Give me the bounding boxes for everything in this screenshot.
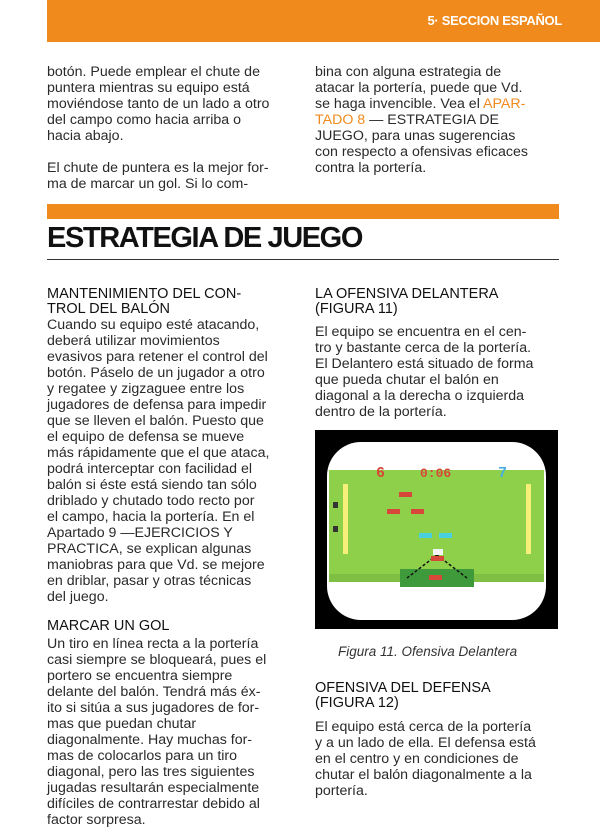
- subheading: MARCAR UN GOL: [47, 618, 170, 634]
- subheading: OFENSIVA DEL DEFENSA (FIGURA 12): [315, 680, 491, 711]
- paragraph-forward: El equipo se encuentra en el cen- tro y bastante cerca de la portería. El Delantero está situado de forma que pueda chutar el balón en diagonal a la derecha o izquierda dentro de la portería.: [315, 324, 534, 420]
- text-line: atacar la portería, puede que Vd.: [315, 80, 523, 96]
- text-line: ma de marcar un gol. Si lo com-: [47, 176, 249, 192]
- right-column-bottom: [315, 681, 565, 799]
- red-player: [411, 509, 424, 514]
- left-column: [47, 287, 297, 828]
- text-line: con respecto a ofensivas eficaces: [315, 144, 528, 160]
- figure-caption: Figura 11. Ofensiva Delantera: [338, 644, 518, 659]
- text-line: TADO 8 — ESTRATEGIA DE: [315, 112, 499, 128]
- red-player: [399, 492, 412, 497]
- score-left: 6: [376, 465, 386, 482]
- top-right-paragraph: [315, 64, 565, 176]
- text-line: botón. Puede emplear el chute de: [47, 64, 260, 80]
- game-timer: 0:06: [420, 466, 452, 481]
- blue-player: [439, 533, 452, 538]
- section-title: ESTRATEGIA DE JUEGO: [47, 222, 362, 254]
- text-line: se haga invencible. Vea el APAR-: [315, 96, 526, 112]
- header-bar: [47, 0, 600, 42]
- title-underline: [47, 259, 559, 260]
- ball: [433, 549, 443, 555]
- text-line: puntera mientras su equipo está: [47, 80, 250, 96]
- top-left-paragraphs: [47, 64, 297, 192]
- section-divider-bar: [47, 204, 559, 219]
- left-goalpost: [343, 484, 348, 554]
- text-line: del campo como hacia arriba o: [47, 112, 241, 128]
- text-line: moviéndose tanto de un lado a otro: [47, 96, 270, 112]
- text-line: El chute de puntera es la mejor for-: [47, 160, 269, 176]
- section-header: 5· SECCION ESPAÑOL: [427, 13, 562, 28]
- blue-player: [419, 533, 432, 538]
- right-goalpost: [526, 484, 531, 554]
- paragraph-goal: Un tiro en línea recta a la portería casi siempre se bloqueará, pues el portero se encuentra siempre delante del balón. Tendrá más éx- ito si sitúa a sus jugadores de for- mas que puedan chutar diagonalmente. Hay muchas for- mas de colocarlos para un tiro diagonal, pero las tres siguientes jugadas resultarán especialmente difíciles de contrarrestar debido al factor sorpresa.: [47, 636, 267, 828]
- apartado-ref: APAR-: [483, 96, 526, 112]
- text-line: contra la portería.: [315, 160, 427, 176]
- apartado-ref: TADO 8: [315, 112, 366, 128]
- text-line: JUEGO, para unas sugerencias: [315, 128, 516, 144]
- subheading: LA OFENSIVA DELANTERA (FIGURA 11): [315, 286, 499, 317]
- left-marker: [333, 526, 338, 532]
- left-marker: [333, 502, 338, 508]
- paragraph-defense: El equipo está cerca de la portería y a un lado de ella. El defensa está en el centro y en condiciones de chutar el balón diagonalmente a la portería.: [315, 719, 536, 799]
- goalkeeper: [429, 575, 442, 580]
- right-column-top: [315, 287, 565, 420]
- score-right: 7: [498, 465, 508, 482]
- text-line: hacia abajo.: [47, 128, 124, 144]
- text-line: bina con alguna estrategia de: [315, 64, 502, 80]
- subheading: MANTENIMIENTO DEL CON- TROL DEL BALÓN: [47, 286, 242, 317]
- red-player: [431, 556, 444, 561]
- figure-11-screenshot: [315, 430, 558, 629]
- red-player: [387, 509, 400, 514]
- paragraph-control: Cuando su equipo esté atacando, deberá utilizar movimientos evasivos para retener el control del botón. Páselo de un jugador a otro y regatee y zigzaguee entre los jugadores de defensa para impedir que se lleven el balón. Puesto que el equipo de defensa se mueve más rápidamente que el que ataca, podrá interceptar con facilidad el balón si éste está siendo tan sólo driblado y chutado todo recto por el campo, hacia la portería. En el Apartado 9 —EJERCICIOS Y PRACTICA, se explican algunas maniobras para que Vd. se mejore en driblar, pasar y otras técnicas del juego.: [47, 317, 270, 605]
